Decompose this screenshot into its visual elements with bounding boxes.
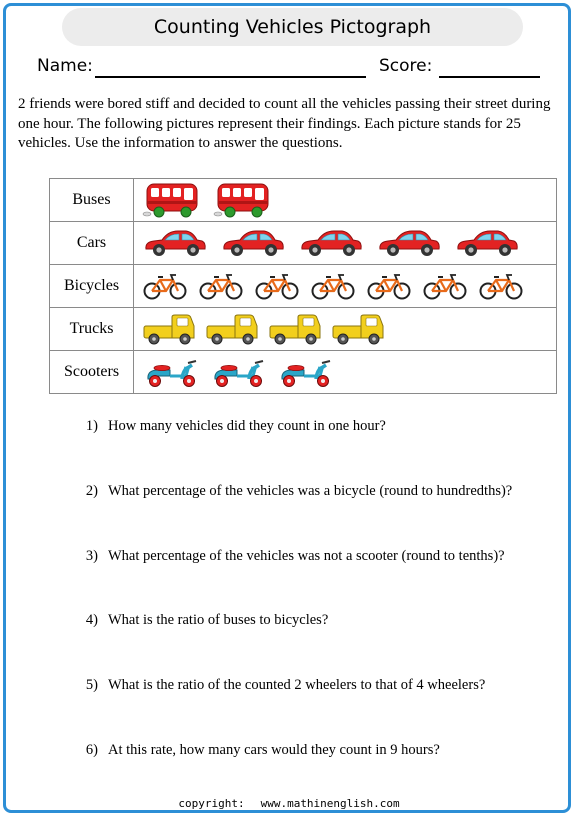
bicycle-icon	[478, 271, 524, 301]
row-pictures	[134, 265, 557, 308]
question-number: 3)	[85, 548, 98, 564]
bicycle-icon	[310, 271, 356, 301]
question-text: At this rate, how many cars would they count in 9 hours?	[108, 742, 440, 758]
truck-icon	[268, 312, 322, 346]
question-number: 2)	[85, 483, 98, 499]
website-link[interactable]: www.mathinenglish.com	[260, 797, 400, 810]
row-label: Bicycles	[50, 265, 134, 308]
question-number: 6)	[85, 742, 98, 758]
row-pictures	[134, 308, 557, 351]
question-text: How many vehicles did they count in one hour?	[108, 418, 386, 434]
question-number: 5)	[85, 677, 98, 693]
car-icon	[298, 227, 364, 259]
car-icon	[220, 227, 286, 259]
score-label: Score:	[379, 56, 433, 76]
truck-icon	[142, 312, 196, 346]
car-icon	[376, 227, 442, 259]
scooter-icon	[142, 355, 202, 389]
row-label: Trucks	[50, 308, 134, 351]
bus-icon	[142, 181, 200, 219]
row-pictures	[134, 351, 557, 394]
car-icon	[454, 227, 520, 259]
row-pictures	[134, 179, 557, 222]
scooter-icon	[276, 355, 336, 389]
question-number: 1)	[85, 418, 98, 434]
question-number: 4)	[85, 612, 98, 628]
pictograph-row	[50, 308, 557, 351]
row-label: Buses	[50, 179, 134, 222]
scooter-icon	[209, 355, 269, 389]
name-field[interactable]	[95, 76, 366, 78]
pictograph-row	[50, 222, 557, 265]
question-text: What is the ratio of buses to bicycles?	[108, 612, 329, 628]
copyright-footer	[0, 797, 578, 810]
bicycle-icon	[366, 271, 412, 301]
car-icon	[142, 227, 208, 259]
bicycle-icon	[422, 271, 468, 301]
name-label: Name:	[37, 56, 93, 76]
page-title: Counting Vehicles Pictograph	[62, 8, 523, 46]
question-text: What percentage of the vehicles was a bicycle (round to hundredths)?	[108, 483, 513, 499]
bicycle-icon	[254, 271, 300, 301]
question-text: What percentage of the vehicles was not a scooter (round to tenths)?	[108, 548, 505, 564]
row-pictures	[134, 222, 557, 265]
pictograph-row	[50, 179, 557, 222]
pictograph-table	[49, 178, 557, 394]
bus-icon	[213, 181, 271, 219]
score-field[interactable]	[439, 76, 540, 78]
pictograph-row	[50, 351, 557, 394]
truck-icon	[205, 312, 259, 346]
bicycle-icon	[142, 271, 188, 301]
bicycle-icon	[198, 271, 244, 301]
row-label: Cars	[50, 222, 134, 265]
name-score-row	[37, 56, 547, 80]
copyright-label: copyright:	[178, 797, 245, 810]
row-label: Scooters	[50, 351, 134, 394]
question-text: What is the ratio of the counted 2 wheelers to that of 4 wheelers?	[108, 677, 486, 693]
pictograph-row	[50, 265, 557, 308]
truck-icon	[331, 312, 385, 346]
intro-paragraph: 2 friends were bored stiff and decided to count all the vehicles passing their street during one hour. The following pictures represent their findings. Each picture stands for 25 vehicles. Use the information to answer the questions.	[18, 96, 551, 151]
